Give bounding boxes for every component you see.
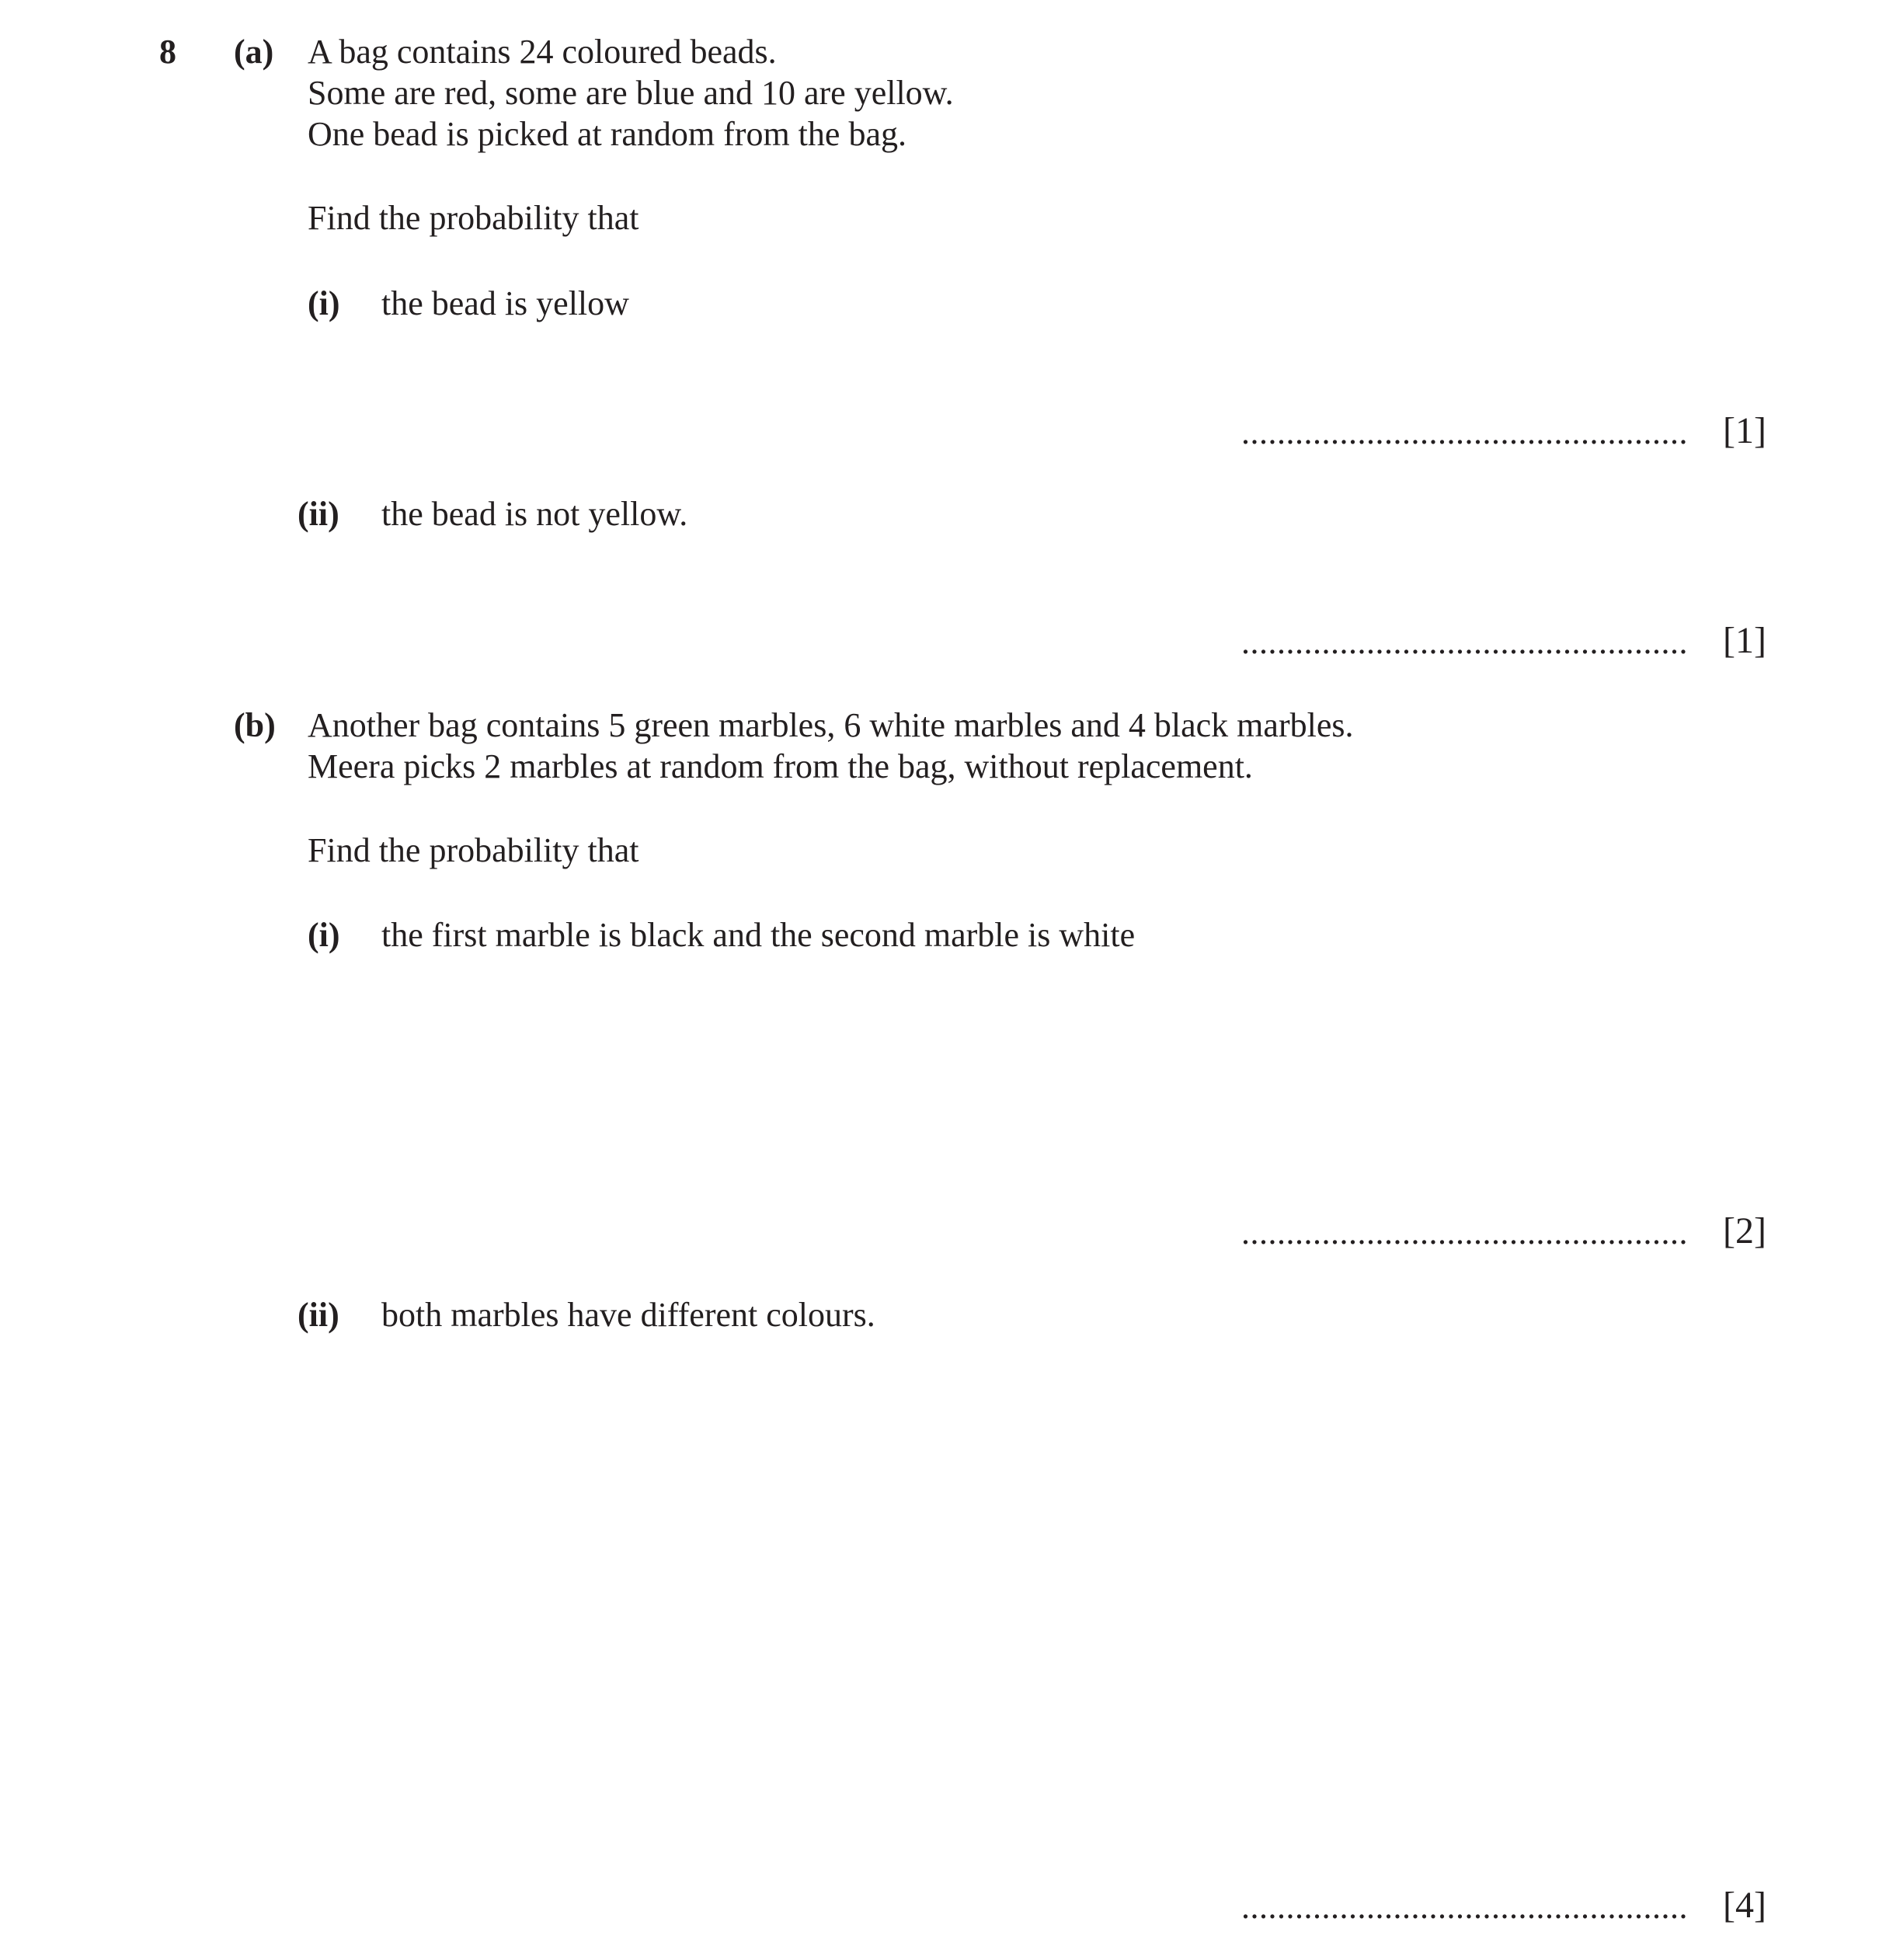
part-b-stem-line-1: Another bag contains 5 green marbles, 6 white marbles and 4 black marbles. [308, 706, 1354, 744]
part-a-ii-answer-line[interactable]: .................................................. [1241, 623, 1688, 661]
part-a-ii-text: the bead is not yellow. [381, 495, 688, 533]
part-b-i-answer-line[interactable]: .................................................. [1241, 1213, 1688, 1252]
part-b-i-marks: [2] [1723, 1210, 1766, 1252]
part-b-stem-line-2: Meera picks 2 marbles at random from the bag, without replacement. [308, 747, 1253, 785]
part-b-ii-text: both marbles have different colours. [381, 1296, 875, 1334]
part-a-ii-label: (ii) [298, 495, 339, 533]
question-number: 8 [159, 33, 176, 71]
part-b-label: (b) [234, 706, 276, 744]
part-b-i-label: (i) [308, 916, 340, 954]
part-a-i-text: the bead is yellow [381, 284, 629, 322]
part-a-ii-marks: [1] [1723, 620, 1766, 661]
part-a-i-answer-line[interactable]: .................................................. [1241, 413, 1688, 451]
part-b-ii-label: (ii) [298, 1296, 339, 1334]
part-a-label: (a) [234, 33, 274, 71]
part-a-i-label: (i) [308, 284, 340, 322]
part-b-ii-marks: [4] [1723, 1885, 1766, 1926]
part-a-stem-line-1: A bag contains 24 coloured beads. [308, 33, 777, 71]
part-a-stem-line-2: Some are red, some are blue and 10 are yellow. [308, 74, 954, 112]
part-a-instruction: Find the probability that [308, 199, 639, 237]
part-a-stem-line-3: One bead is picked at random from the bag. [308, 115, 906, 153]
part-a-i-marks: [1] [1723, 410, 1766, 451]
part-b-ii-answer-line[interactable]: .................................................. [1241, 1888, 1688, 1926]
part-b-instruction: Find the probability that [308, 831, 639, 869]
part-b-i-text: the first marble is black and the second marble is white [381, 916, 1136, 954]
